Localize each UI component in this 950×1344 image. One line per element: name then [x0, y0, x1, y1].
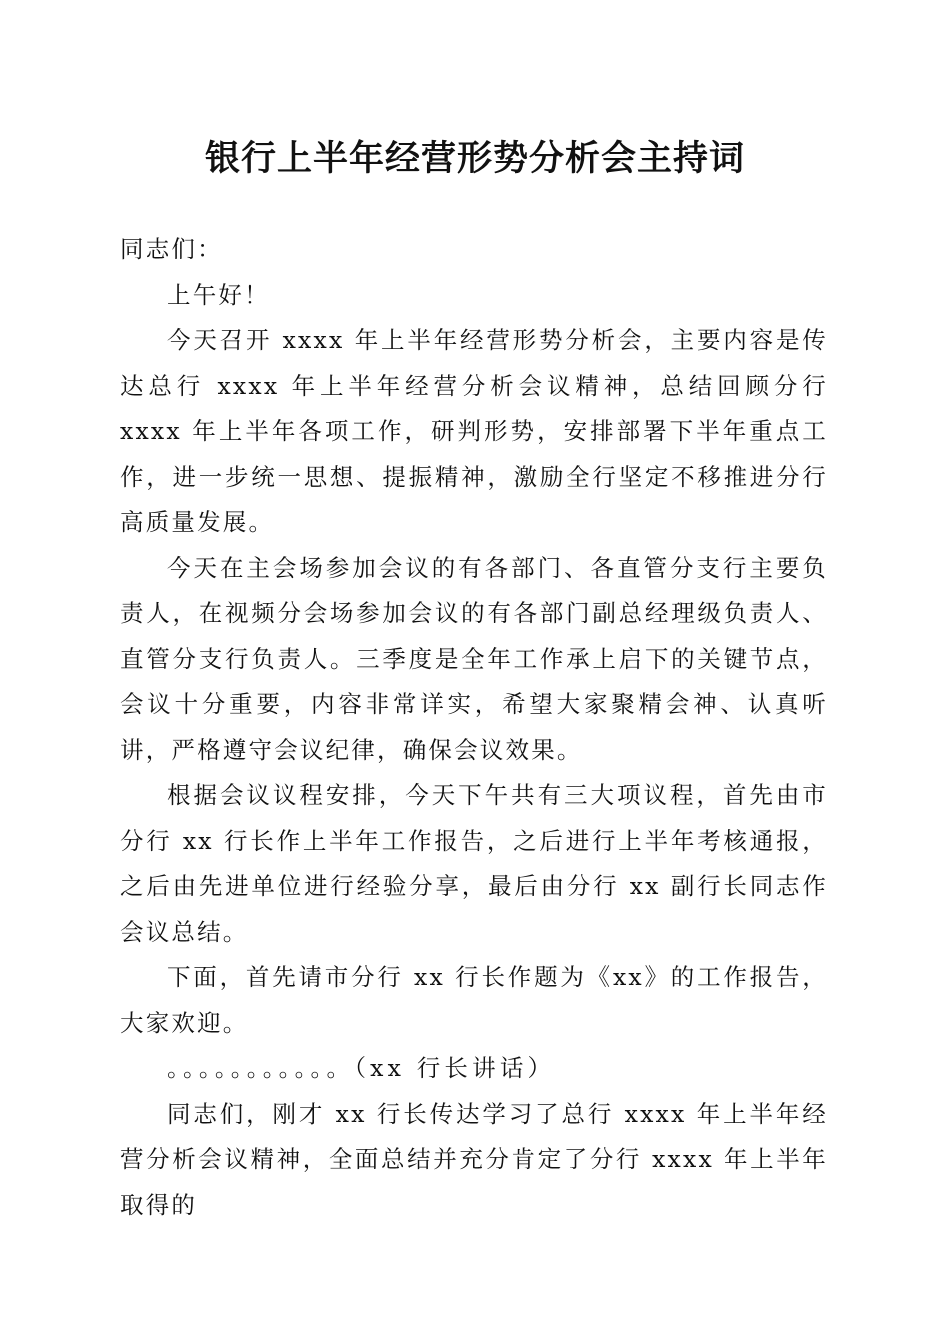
paragraph-summary: 同志们，刚才 xx 行长传达学习了总行 xxxx 年上半年经营分析会议精神，全面总结并充分肯定了分行 xxxx 年上半年取得的	[120, 1099, 828, 1219]
paragraph-agenda: 根据会议议程安排，今天下午共有三大项议程，首先由市分行 xx 行长作上半年工作报告，之后进行上半年考核通报，之后由先进单位进行经验分享，最后由分行 xx 副行长同志作会议总结。	[120, 781, 828, 946]
salutation: 同志们：	[120, 235, 223, 263]
document-title: 银行上半年经营形势分析会主持词	[204, 138, 745, 179]
paragraph-introduce-speaker: 下面，首先请市分行 xx 行长作题为《xx》的工作报告，大家欢迎。	[120, 963, 828, 1037]
paragraph-speech-placeholder: 。。。。。。。。。。。（xx 行长讲话）	[167, 1054, 556, 1082]
document-body	[120, 227, 828, 1228]
paragraph-greeting: 上午好！	[167, 280, 270, 309]
paragraph-meeting-purpose: 今天召开 xxxx 年上半年经营形势分析会，主要内容是传达总行 xxxx 年上半年经营分析会议精神，总结回顾分行 xxxx 年上半年各项工作，研判形势，安排部署下半年重点工作，进一步统一思想、提振精神，激励全行坚定不移推进分行高质量发展。	[120, 326, 828, 536]
paragraph-attendees: 今天在主会场参加会议的有各部门、各直管分支行主要负责人，在视频分会场参加会议的有各部门副总经理级负责人、直管分支行负责人。三季度是全年工作承上启下的关键节点，会议十分重要，内容非常详实，希望大家聚精会神、认真听讲，严格遵守会议纪律，确保会议效果。	[120, 553, 828, 764]
